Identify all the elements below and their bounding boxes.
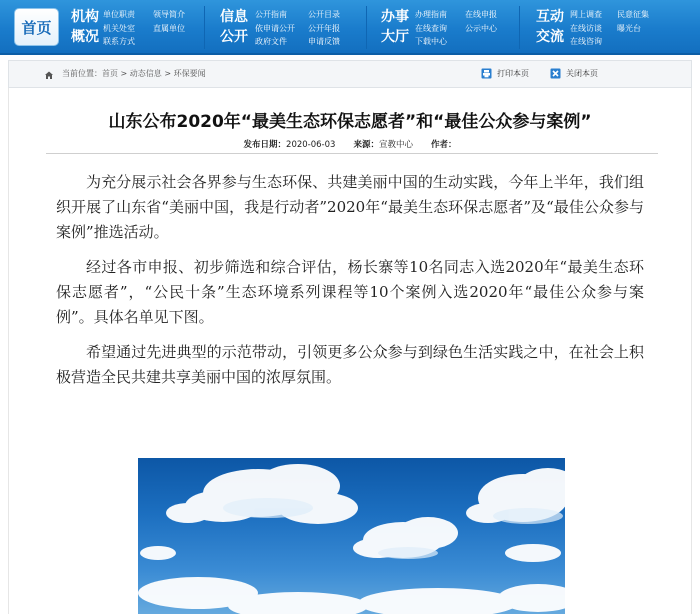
nav-link[interactable]: 在线咨询 [570, 37, 602, 46]
close-page-button[interactable] [550, 68, 598, 79]
nav-link[interactable]: 机关处室 [103, 23, 135, 33]
nav-link[interactable]: 联系方式 [103, 37, 135, 46]
source-label: 来源： [353, 140, 379, 150]
date-label: 发布日期： [243, 140, 287, 150]
title-divider [46, 153, 658, 154]
nav-group-interaction [535, 7, 690, 49]
print-page-label: 打印本页 [497, 69, 529, 78]
print-page-button[interactable] [481, 68, 529, 79]
nav-group-title[interactable]: 信息 公开 [220, 9, 248, 45]
article-image [138, 458, 565, 614]
nav-divider [366, 6, 367, 49]
nav-group-title[interactable]: 机构 概况 [71, 9, 99, 45]
breadcrumb-item-env-news[interactable]: 环保要闻 [173, 69, 206, 78]
close-page-label: 关闭本页 [566, 69, 598, 78]
nav-link[interactable]: 依申请公开 [255, 23, 295, 33]
nav-link[interactable]: 单位职责 [103, 10, 135, 19]
article-title: 山东公布2020年“最美生态环保志愿者”和“最佳公众参与案例” [108, 112, 592, 132]
breadcrumb [62, 68, 206, 79]
nav-divider [204, 6, 205, 49]
nav-col [415, 8, 447, 49]
nav-link[interactable]: 公示中心 [465, 23, 497, 33]
nav-link[interactable]: 领导简介 [153, 10, 185, 19]
nav-col [103, 8, 135, 49]
top-navigation [0, 0, 700, 55]
breadcrumb-item-home[interactable]: 首页 [102, 69, 118, 78]
nav-group-services [380, 7, 505, 49]
nav-group-title[interactable]: 互动 交流 [536, 9, 564, 45]
nav-group-about [70, 7, 195, 49]
article-paragraph: 经过各市申报、初步筛选和综合评估，杨长寨等10名同志入选2020年“最美生态环保志愿者”，“公民十条”生态环境系列课程等10个案例入选2020年“最佳公众参与案例”。具体名单见下图。 [56, 258, 644, 326]
breadcrumb-item-news[interactable]: 动态信息 [129, 69, 162, 78]
nav-link[interactable]: 申请反馈 [308, 37, 340, 46]
nav-link[interactable]: 在线查询 [415, 23, 447, 33]
nav-col [308, 8, 340, 49]
close-box-icon [550, 68, 561, 79]
nav-link[interactable]: 办理指南 [415, 10, 447, 19]
nav-col [153, 8, 185, 35]
breadcrumb-separator: > [118, 69, 130, 78]
nav-col [570, 8, 602, 49]
nav-col [255, 8, 295, 49]
article-source: 宣教中心 [378, 140, 413, 150]
nav-col [465, 8, 497, 35]
nav-link[interactable]: 公开年报 [308, 23, 340, 33]
article-meta [0, 138, 700, 150]
nav-group-disclosure [219, 7, 359, 49]
nav-link[interactable]: 直属单位 [153, 23, 185, 33]
article-body [56, 170, 644, 400]
breadcrumb-bar [8, 60, 692, 88]
nav-link[interactable]: 政府文件 [255, 37, 287, 46]
nav-link[interactable]: 在线申报 [465, 10, 497, 19]
author-label: 作者： [430, 140, 457, 150]
home-button[interactable]: 首页 [14, 8, 59, 46]
nav-link[interactable]: 公开目录 [308, 10, 340, 19]
nav-link[interactable]: 民意征集 [617, 10, 649, 19]
nav-link[interactable]: 网上调查 [570, 10, 602, 19]
nav-link[interactable]: 曝光台 [617, 23, 641, 33]
nav-link[interactable]: 下载中心 [415, 37, 447, 46]
nav-link[interactable]: 公开指南 [255, 10, 287, 19]
nav-group-title[interactable]: 办事 大厅 [381, 9, 409, 45]
article-paragraph: 希望通过先进典型的示范带动，引领更多公众参与到绿色生活实践之中，在社会上积极营造全民共建共享美丽中国的浓厚氛围。 [56, 343, 644, 386]
publish-date: 2020-06-03 [286, 140, 336, 150]
printer-icon [481, 68, 492, 79]
nav-col [617, 8, 649, 35]
nav-link[interactable]: 在线访谈 [570, 23, 602, 33]
house-icon [44, 70, 54, 80]
article-paragraph: 为充分展示社会各界参与生态环保、共建美丽中国的生动实践，今年上半年，我们组织开展了山东省“美丽中国，我是行动者”2020年“最美生态环保志愿者”及“最佳公众参与案例”推选活动。 [56, 173, 644, 241]
breadcrumb-separator: > [161, 69, 174, 78]
nav-divider [519, 6, 520, 49]
breadcrumb-prefix: 当前位置： [62, 69, 102, 78]
